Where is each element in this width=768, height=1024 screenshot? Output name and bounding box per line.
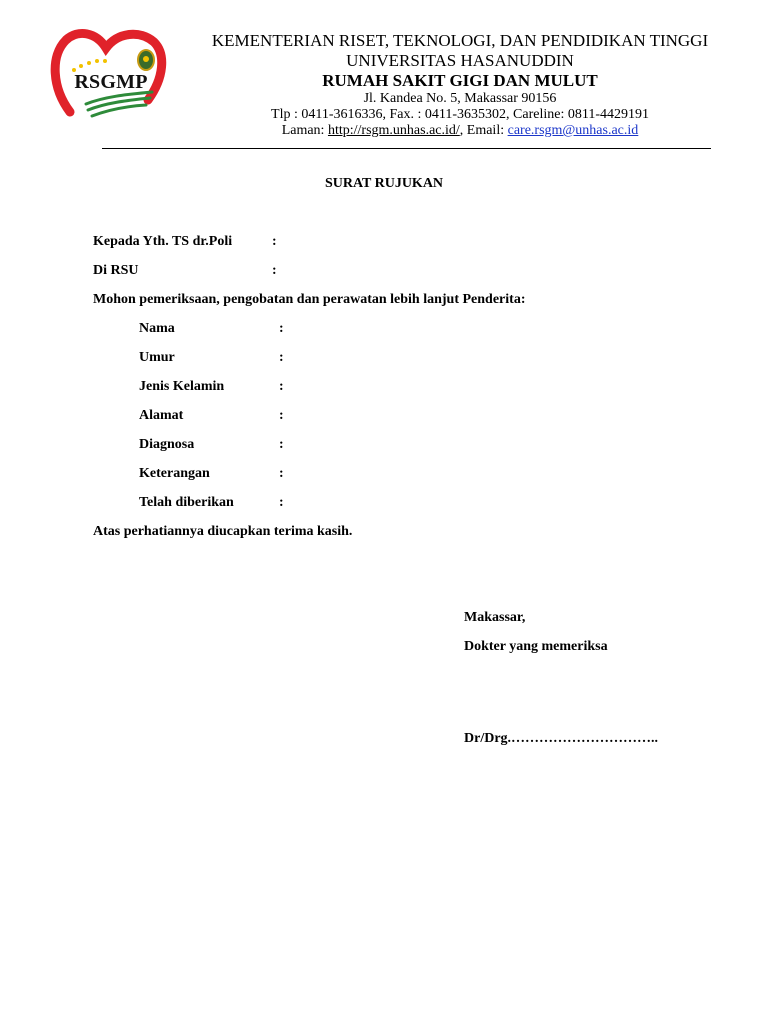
hospital-name: RUMAH SAKIT GIGI DAN MULUT [322, 71, 598, 90]
to-colon: : [272, 234, 277, 249]
hospital-colon: : [272, 263, 277, 278]
field-keterangan-label: Keterangan [139, 466, 210, 481]
website-link[interactable]: http://rsgm.unhas.ac.id/ [327, 123, 460, 138]
hospital-logo [48, 26, 170, 126]
field-alamat-label: Alamat [139, 408, 184, 423]
field-jenis-kelamin-colon: : [279, 379, 284, 394]
signature-role: Dokter yang memeriksa [464, 639, 608, 654]
header-divider [102, 148, 711, 149]
document-title: SURAT RUJUKAN [324, 176, 444, 191]
field-nama-colon: : [279, 321, 284, 336]
closing-text: Atas perhatiannya diucapkan terima kasih. [93, 524, 353, 539]
hospital-phone: Tlp : 0411-3616336, Fax. : 0411-3635302, Careline: 0811-4429191 [271, 107, 649, 122]
field-diagnosa-colon: : [279, 437, 284, 452]
field-umur-label: Umur [139, 350, 175, 365]
field-telah-diberikan-colon: : [279, 495, 284, 510]
field-alamat-colon: : [279, 408, 284, 423]
field-jenis-kelamin-label: Jenis Kelamin [139, 379, 225, 394]
to-label: Kepada Yth. TS dr.Poli [93, 234, 233, 249]
request-text: Mohon pemeriksaan, pengobatan dan perawatan lebih lanjut Penderita: [93, 292, 526, 307]
field-keterangan-colon: : [279, 466, 284, 481]
ministry-name: KEMENTERIAN RISET, TEKNOLOGI, DAN PENDIDIKAN TINGGI [211, 31, 709, 50]
email-label: , Email: [459, 123, 508, 138]
field-diagnosa-label: Diagnosa [139, 437, 195, 452]
email-link[interactable]: care.rsgm@unhas.ac.id [507, 123, 639, 138]
web-label: Laman: [281, 123, 328, 138]
signature-city: Makassar, [464, 610, 526, 625]
hospital-address: Jl. Kandea No. 5, Makassar 90156 [363, 91, 557, 106]
field-nama-label: Nama [139, 321, 175, 336]
field-umur-colon: : [279, 350, 284, 365]
university-name: UNIVERSITAS HASANUDDIN [346, 51, 574, 70]
hospital-contact [170, 123, 750, 139]
signature-name-line: Dr/Drg.………………………….. [464, 731, 659, 746]
field-telah-diberikan-label: Telah diberikan [139, 495, 234, 510]
logo-text: RSGMP [74, 71, 148, 93]
hospital-label: Di RSU [93, 263, 139, 278]
